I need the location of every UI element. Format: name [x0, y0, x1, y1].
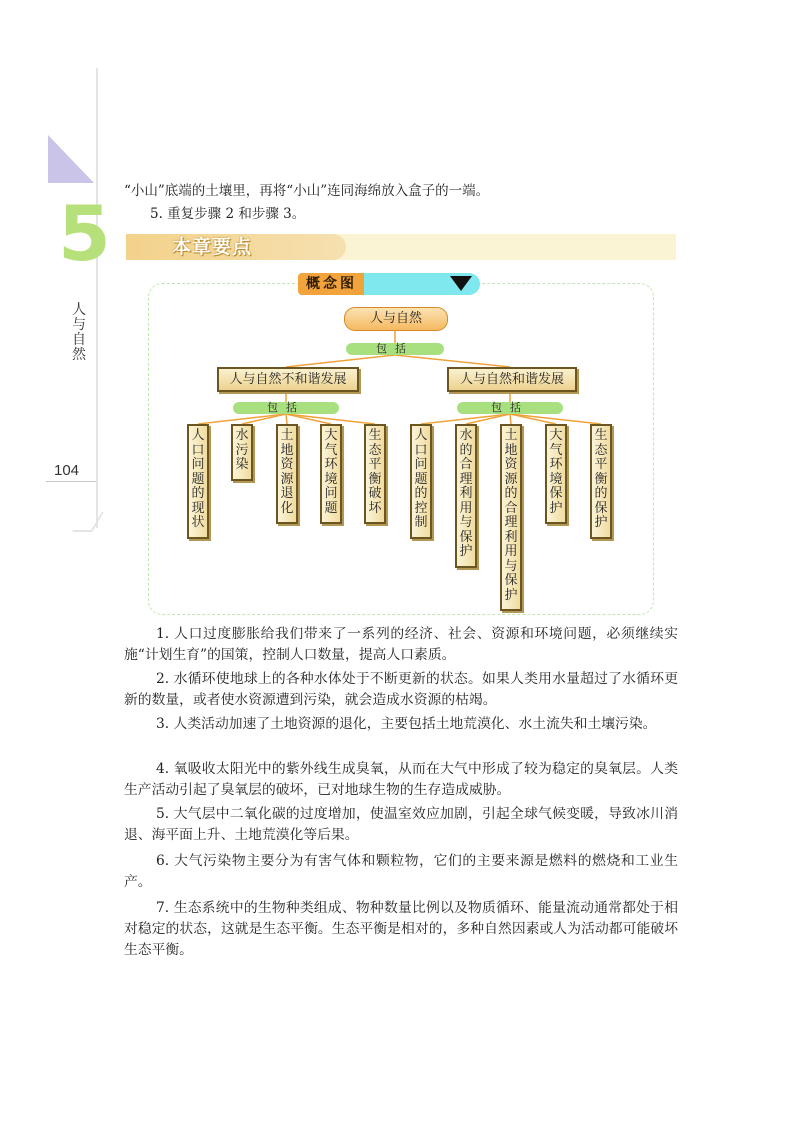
left-include-label: 包括 [233, 402, 339, 414]
leaf-land-protection: 土地资源的合理利用与保护 [500, 424, 522, 611]
intro-line-2: 5. 重复步骤 2 和步骤 3。 [150, 206, 306, 222]
intro-line-1: “小山”底端的土壤里，再将“小山”连同海绵放入盒子的一端。 [124, 183, 490, 199]
chapter-number: 5 [58, 189, 111, 278]
section-title: 本章要点 [172, 236, 253, 258]
concept-map-label: 概念图 [306, 276, 357, 292]
point-5: 5. 大气层中二氧化碳的过度增加，使温室效应加剧，引起全球气候变暖，导致冰川消退、海平面上升、土地荒漠化等后果。 [124, 806, 678, 843]
right-include-label: 包括 [457, 402, 563, 414]
point-3: 3. 人类活动加速了土地资源的退化，主要包括土地荒漠化、水土流失和土壤污染。 [156, 716, 657, 732]
concept-root: 人与自然 [344, 307, 448, 331]
branch-disharmony: 人与自然不和谐发展 [217, 367, 359, 392]
point-4: 4. 氧吸收太阳光中的紫外线生成臭氧，从而在大气中形成了较为稳定的臭氧层。人类生产活动引起了臭氧层的破坏，已对地球生物的生存造成威胁。 [124, 761, 678, 798]
leaf-water-protection: 水的合理利用与保护 [455, 424, 477, 568]
branch-harmony: 人与自然和谐发展 [447, 367, 577, 392]
point-1: 1. 人口过度膨胀给我们带来了一系列的经济、社会、资源和环境问题，必须继续实施“计划生育”的国策，控制人口数量，提高人口素质。 [124, 626, 678, 663]
leaf-atmosphere-protection: 大气环境保护 [545, 424, 567, 524]
leaf-land-degradation: 土地资源退化 [276, 424, 298, 524]
leaf-water-pollution: 水污染 [231, 424, 253, 481]
leaf-ecological-protection: 生态平衡的保护 [590, 424, 612, 539]
point-6: 6. 大气污染物主要分为有害气体和颗粒物，它们的主要来源是燃料的燃烧和工业生产。 [124, 853, 678, 890]
leaf-ecological-damage: 生态平衡破坏 [364, 424, 386, 524]
point-2: 2. 水循环使地球上的各种水体处于不断更新的状态。如果人类用水量超过了水循环更新的数量，或者使水资源遭到污染，就会造成水资源的枯竭。 [124, 671, 678, 708]
page-number: 104 [54, 462, 80, 479]
leaf-population-control: 人口问题的控制 [410, 424, 432, 539]
root-include-label: 包括 [346, 343, 444, 355]
leaf-population-status: 人口问题的现状 [187, 424, 209, 539]
leaf-atmosphere-problems: 大气环境问题 [320, 424, 342, 524]
chapter-title: 人与自然 [72, 302, 86, 363]
point-7: 7. 生态系统中的生物种类组成、物种数量比例以及物质循环、能量流动通常都处于相对稳定的状态，这就是生态平衡。生态平衡是相对的，多种自然因素或人为活动都可能破坏生态平衡。 [124, 900, 678, 958]
